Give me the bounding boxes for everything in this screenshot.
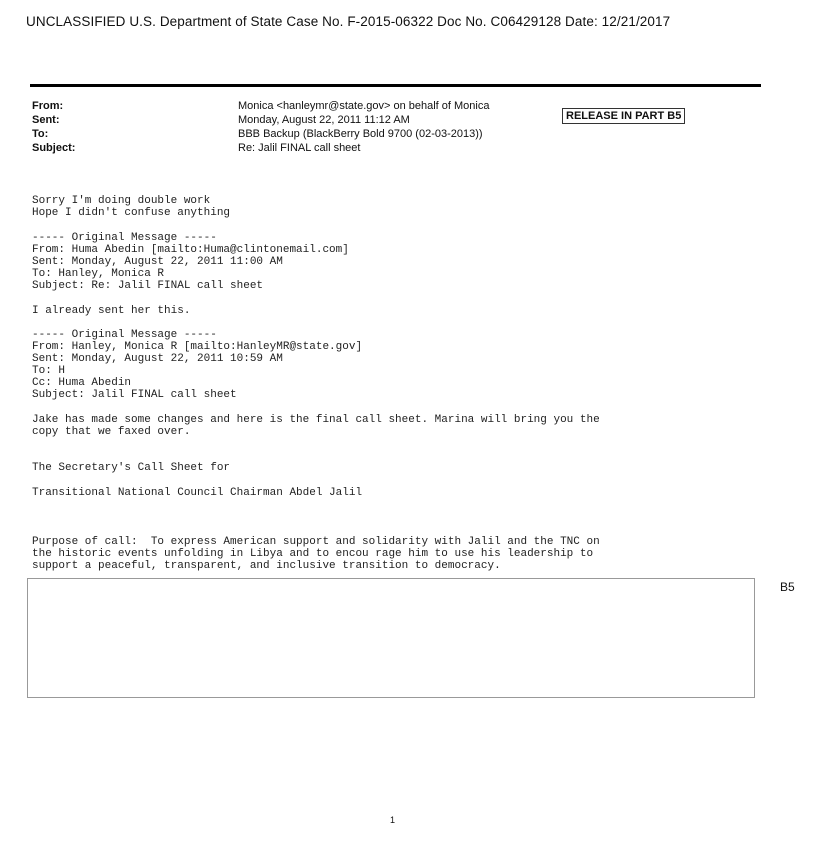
original-message-2-separator: ----- Original Message -----	[32, 329, 217, 341]
original-message-2-from: From: Hanley, Monica R [mailto:HanleyMR@state.gov]	[32, 341, 363, 353]
original-message-2-cc: Cc: Huma Abedin	[32, 377, 132, 389]
subject-value: Re: Jalil FINAL call sheet	[238, 142, 361, 154]
original-message-2-to: To: H	[32, 365, 66, 377]
subject-label: Subject:	[32, 142, 76, 154]
original-message-separator: ----- Original Message -----	[32, 232, 217, 244]
body-line-1: Sorry I'm doing double work	[32, 195, 211, 207]
purpose-line-2: the historic events unfolding in Libya and to encou rage him to use his leadership to	[32, 548, 594, 560]
sent-label: Sent:	[32, 114, 60, 126]
original-message-2-subject: Subject: Jalil FINAL call sheet	[32, 389, 237, 401]
call-sheet-title: The Secretary's Call Sheet for	[32, 462, 231, 474]
email-header-labels	[32, 99, 75, 155]
original-message-subject: Subject: Re: Jalil FINAL call sheet	[32, 280, 264, 292]
original-message-2-sent: Sent: Monday, August 22, 2011 10:59 AM	[32, 353, 283, 365]
original-message-sent: Sent: Monday, August 22, 2011 11:00 AM	[32, 256, 283, 268]
page-number: 1	[390, 815, 396, 825]
header-divider	[30, 84, 761, 87]
message-paragraph-line-1: Jake has made some changes and here is the final call sheet. Marina will bring you the	[32, 414, 600, 426]
sent-value: Monday, August 22, 2011 11:12 AM	[238, 114, 410, 126]
original-message-to: To: Hanley, Monica R	[32, 268, 165, 280]
from-label: From:	[32, 100, 64, 112]
body-line-2: Hope I didn't confuse anything	[32, 207, 231, 219]
message-paragraph-line-2: copy that we faxed over.	[32, 426, 191, 438]
original-message-text: I already sent her this.	[32, 305, 191, 317]
classification-banner: UNCLASSIFIED U.S. Department of State Case No. F-2015-06322 Doc No. C06429128 Date: 12/21/2017	[26, 14, 671, 29]
purpose-line-1: Purpose of call: To express American support and solidarity with Jalil and the TNC on	[32, 536, 600, 548]
original-message-from: From: Huma Abedin [mailto:Huma@clintonemail.com]	[32, 244, 349, 256]
to-value: BBB Backup (BlackBerry Bold 9700 (02-03-2013))	[238, 128, 483, 140]
call-sheet-subject: Transitional National Council Chairman Abdel Jalil	[32, 487, 363, 499]
from-value: Monica <hanleymr@state.gov> on behalf of Monica	[238, 100, 490, 112]
purpose-line-3: support a peaceful, transparent, and inclusive transition to democracy.	[32, 560, 501, 572]
to-label: To:	[32, 128, 49, 140]
redaction-box	[27, 578, 755, 698]
email-header-values	[238, 99, 489, 155]
release-stamp: RELEASE IN PART B5	[562, 108, 685, 124]
redaction-code: B5	[780, 580, 795, 594]
